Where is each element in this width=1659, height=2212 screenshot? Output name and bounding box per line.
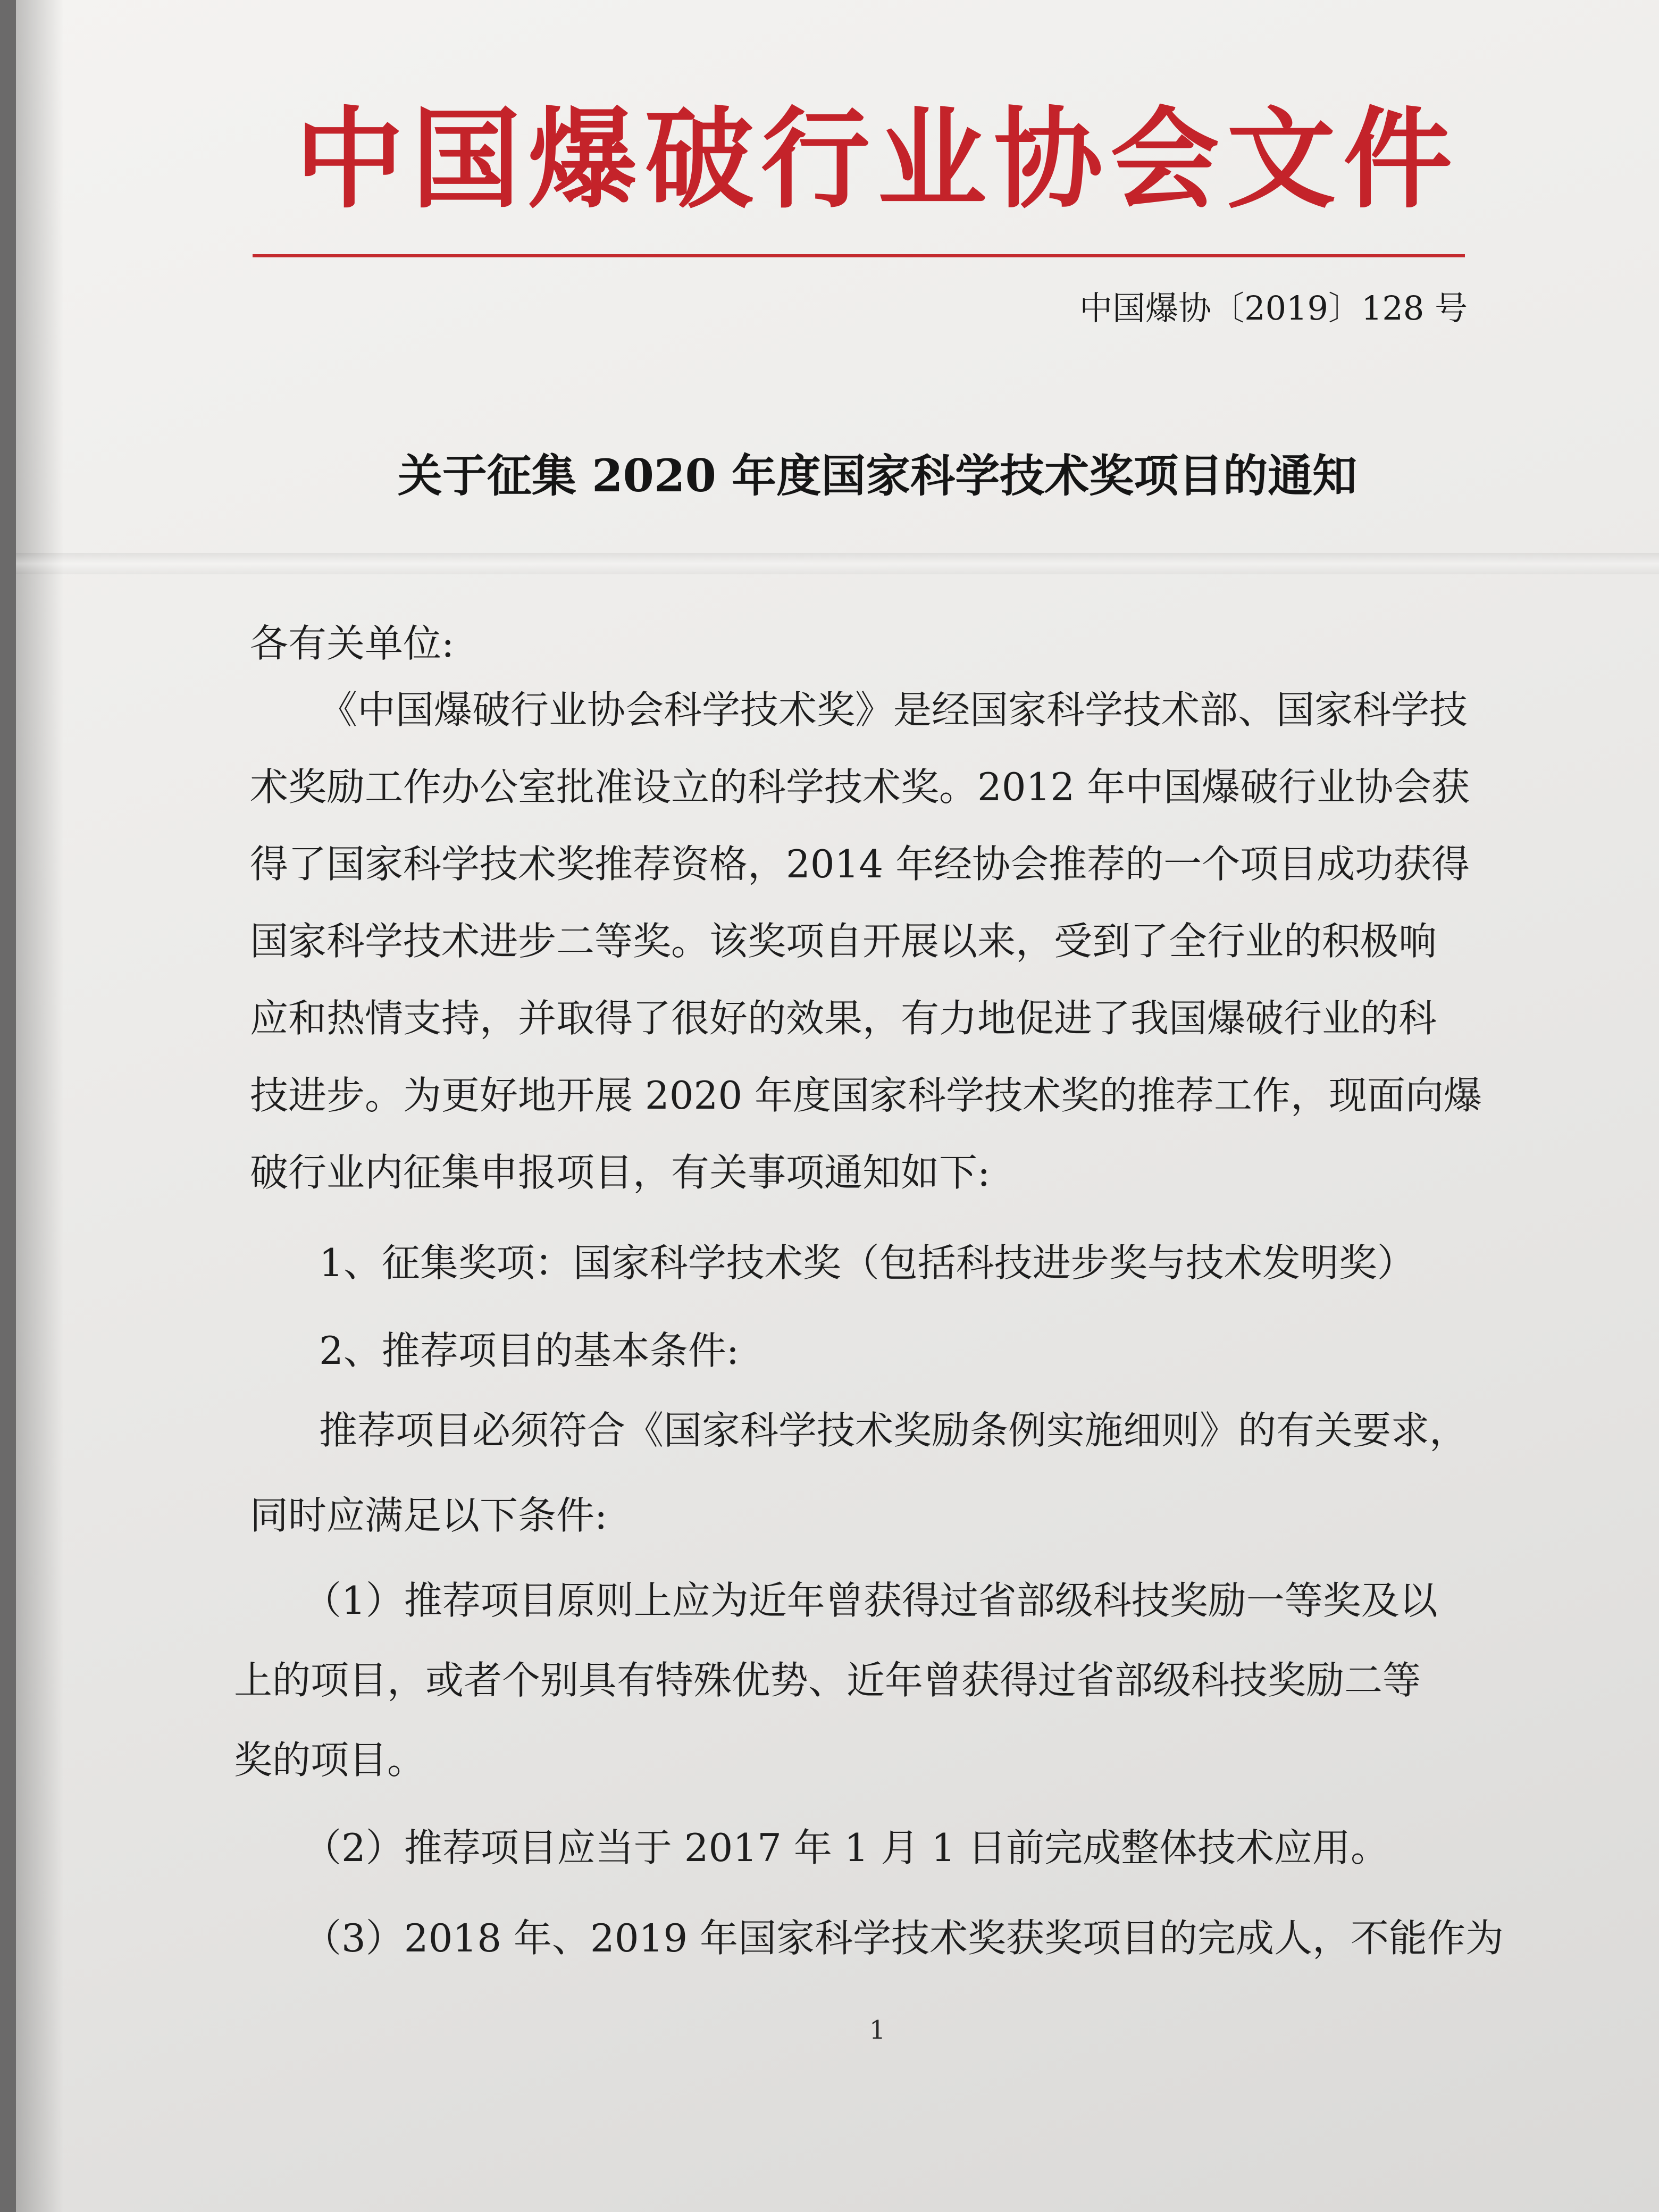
page-shadow [16, 0, 64, 2212]
condition-line: （1）推荐项目原则上应为近年曾获得过省部级科技奖励一等奖及以 [303, 1578, 1438, 1623]
body-line: 得了国家科学技术奖推荐资格，2014 年经协会推荐的一个项目成功获得 [250, 842, 1470, 886]
condition-line: 上的项目，或者个别具有特殊优势、近年曾获得过省部级科技奖励二等 [234, 1658, 1421, 1703]
page-number: 1 [869, 2015, 886, 2045]
list-item: 2、推荐项目的基本条件: [319, 1328, 740, 1373]
document-page [16, 0, 1659, 2212]
organization-header: 中国爆破行业协会文件 [295, 96, 1460, 223]
notice-title: 关于征集 2020 年度国家科学技术奖项目的通知 [397, 449, 1358, 502]
body-line: 应和热情支持，并取得了很好的效果，有力地促进了我国爆破行业的科 [250, 996, 1437, 1041]
body-line: 推荐项目必须符合《国家科学技术奖励条例实施细则》的有关要求， [319, 1408, 1468, 1453]
body-line: 《中国爆破行业协会科学技术奖》是经国家科学技术部、国家科学技 [319, 688, 1468, 732]
condition-line: （3）2018 年、2019 年国家科学技术奖获奖项目的完成人，不能作为 [303, 1916, 1504, 1960]
condition-line: 奖的项目。 [234, 1738, 426, 1782]
paper-fold [16, 553, 1659, 574]
list-item: 1、征集奖项：国家科学技术奖（包括科技进步奖与技术发明奖） [319, 1241, 1415, 1285]
header-red-rule [253, 254, 1465, 257]
body-line: 术奖励工作办公室批准设立的科学技术奖。2012 年中国爆破行业协会获 [250, 765, 1470, 809]
body-line: 破行业内征集申报项目，有关事项通知如下: [250, 1150, 991, 1195]
body-line: 技进步。为更好地开展 2020 年度国家科学技术奖的推荐工作，现面向爆 [250, 1073, 1482, 1118]
salutation: 各有关单位: [250, 621, 455, 666]
body-line: 国家科学技术进步二等奖。该奖项自开展以来，受到了全行业的积极响 [250, 919, 1437, 963]
condition-line: （2）推荐项目应当于 2017 年 1 月 1 日前完成整体技术应用。 [303, 1825, 1389, 1870]
document-number: 中国爆协〔2019〕128 号 [1079, 289, 1468, 328]
body-line: 同时应满足以下条件: [250, 1493, 608, 1538]
